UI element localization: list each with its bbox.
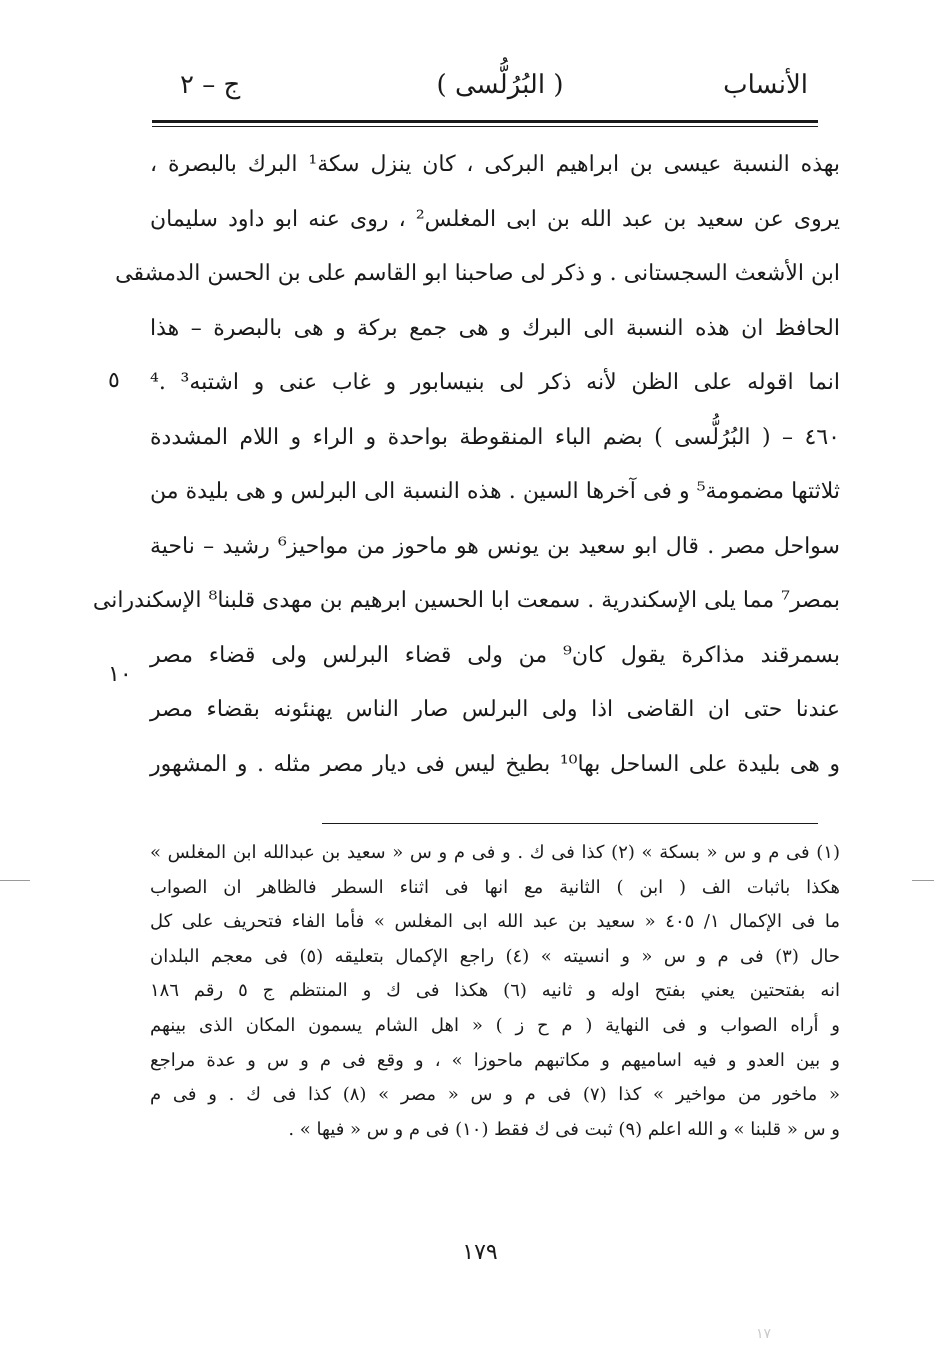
text-line: بسمرقند مذاكرة يقول كان⁹ من ولى قضاء البرلس ولى قضاء مصر xyxy=(150,642,840,668)
footnote-line: و بين العدو و فيه اساميهم و مكاتبهم ماحوزا » ، و وقع فى م و س و عدة مراجع xyxy=(150,1049,840,1071)
footnote-line: و أراه الصواب و فى النهاية ( م ح ز ) « اهل الشام يسمون المكان الذى بينهم xyxy=(150,1014,840,1036)
text-line: و هى بليدة على الساحل بها¹⁰ بطيخ ليس فى ديار مصر مثله . و المشهور xyxy=(150,751,840,777)
text-line: الحافظ ان هذه النسبة الى البرك و هى جمع بركة و هى بالبصرة – هذا xyxy=(150,315,840,341)
scan-margin-mark xyxy=(912,880,934,881)
faint-bleed-through-number: ١٧ xyxy=(756,1326,772,1342)
text-line: بمصر⁷ مما يلى الإسكندرية . سمعت ابا الحسين ابرهيم بن مهدى قلبنا⁸ الإسكندرانى xyxy=(92,588,840,613)
header-rule-thick xyxy=(152,120,818,123)
running-header-entry: ( البُرُلُّسى ) xyxy=(436,70,564,100)
line-number-10: ١٠ xyxy=(108,662,132,687)
line-number-5: ٥ xyxy=(108,368,120,393)
text-line: عندنا حتى ان القاضى اذا ولى البرلس صار الناس يهنئونه بقضاء مصر xyxy=(150,697,840,722)
running-header-volume: ج – ٢ xyxy=(180,70,241,100)
text-line: بهذه النسبة عيسى بن ابراهيم البركى ، كان ينزل سكة¹ البرك بالبصرة ، xyxy=(150,152,841,177)
footnotes xyxy=(150,836,840,1147)
footnote-line: (١) فى م و س « بسكة » (٢) كذا فى ك . و فى م و س « سعيد بن عبدالله ابن المغلس » xyxy=(150,842,840,863)
text-line: انما اقوله على الظن لأنه ذكر لى بنيسابور و غاب عنى و اشتبه³ .⁴ xyxy=(150,370,840,395)
footnote-line: انه بفتحتين يعني بفتح اوله و ثانيه (٦) هكذا فى ك و المنتظم ج ٥ رقم ١٨٦ xyxy=(150,980,840,1002)
footnote-line: ما فى الإكمال ١/ ٤٠٥ « سعيد بن عبد الله ابى المغلس » فأما الفاء فتحريف على كل xyxy=(150,911,840,933)
text-line: ٤٦٠ – ( البُرُلُّسى ) بضم الباء المنقوطة بواحدة و الراء و اللام المشددة xyxy=(150,424,840,450)
page-number: ١٧٩ xyxy=(462,1240,498,1265)
running-header-book-title: الأنساب xyxy=(723,70,808,100)
text-line: ثلاثتها مضمومة⁵ و فى آخرها السين . هذه النسبة الى البرلس و هى بليدة من xyxy=(150,479,840,504)
footnote-line: « ماخور من مواخير » كذا (٧) فى م و س « مصر » (٨) كذا فى ك . و فى م xyxy=(150,1084,841,1106)
footnote-line: هكذا باثبات الف ( ابن ) الثانية مع انها فى اثناء السطر فالظاهر ان الصواب xyxy=(150,876,840,898)
footnote-line: و س « قلبنا » و الله اعلم (٩) ثبت فى ك فقط (١٠) فى م و س « فيها » . xyxy=(288,1118,840,1140)
header-rule-thin xyxy=(152,126,818,127)
scan-margin-mark xyxy=(0,880,30,881)
footnote-rule xyxy=(322,823,818,824)
text-line: يروى عن سعيد بن عبد الله بن ابى المغلس² ، روى عنه ابو داود سليمان xyxy=(150,206,841,232)
text-line: سواحل مصر . قال ابو سعيد بن يونس هو ماحوز من مواحيز⁶ رشيد – ناحية xyxy=(150,533,840,559)
footnote-line: حال (٣) فى م و س « و انسيته » (٤) راجع الإكمال بتعليقه (٥) فى معجم البلدان xyxy=(150,945,841,967)
text-line: ابن الأشعث السجستانى . و ذكر لى صاحبنا ابو القاسم على بن الحسن الدمشقى xyxy=(115,261,840,286)
